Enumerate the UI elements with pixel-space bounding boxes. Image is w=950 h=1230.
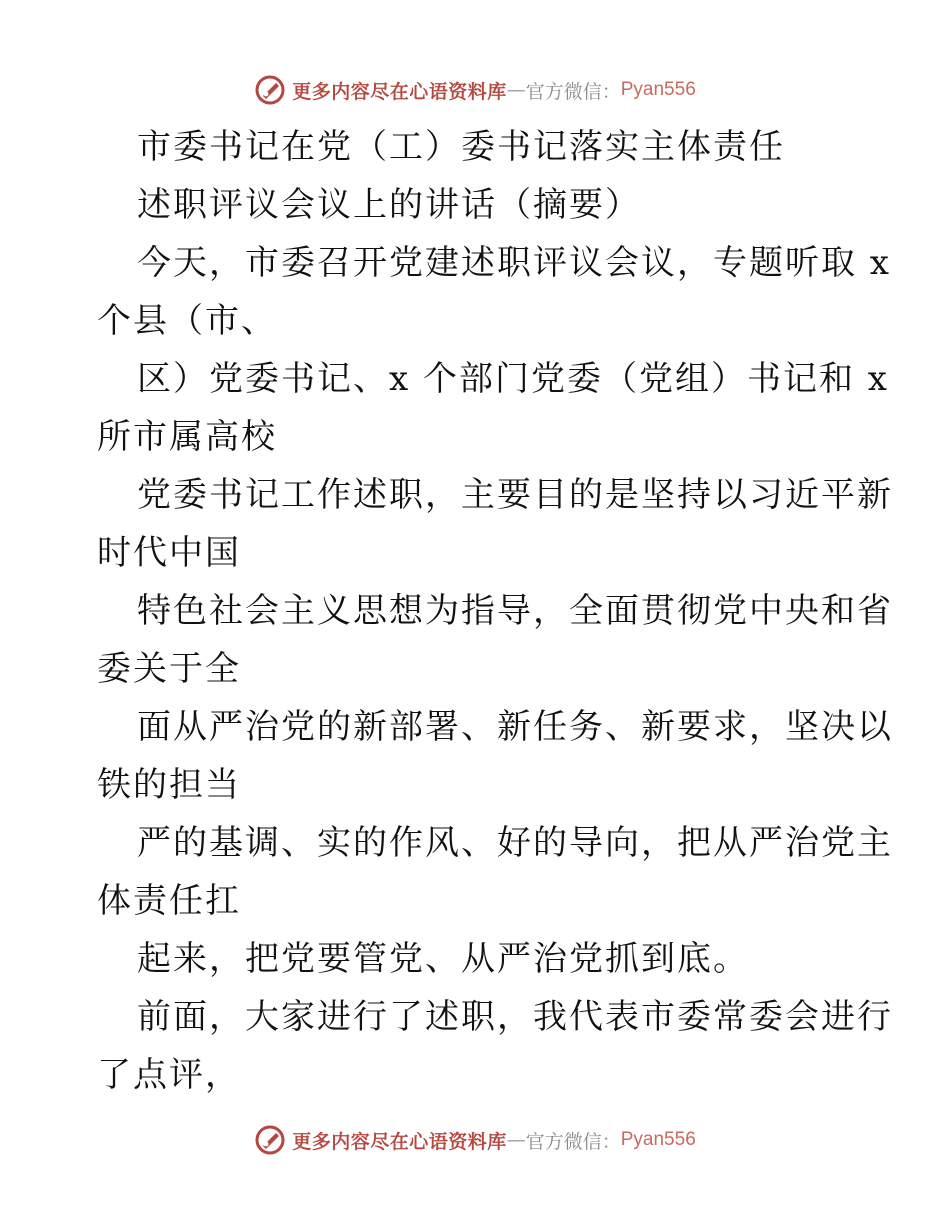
banner-text: 更多内容尽在心语资料库 (292, 1130, 507, 1153)
doc-line: 时代中国 (97, 533, 241, 573)
brand-logo-icon (254, 1124, 286, 1156)
doc-line: 了点评， (97, 1055, 241, 1095)
doc-line: 述职评议会议上的讲话（摘要） (137, 185, 641, 225)
banner-separator: — (506, 79, 526, 101)
doc-line: 市委书记在党（工）委书记落实主体责任 (137, 127, 785, 167)
brand-logo-icon (254, 74, 286, 106)
document-body (97, 118, 893, 1104)
doc-line: 党委书记工作述职，主要目的是坚持以习近平新 (137, 475, 893, 515)
banner-id: Pyan556 (620, 1129, 696, 1150)
doc-line: 所市属高校 (97, 417, 277, 457)
doc-line: 区）党委书记、x 个部门党委（党组）书记和 x (137, 359, 889, 399)
banner-id: Pyan556 (620, 79, 696, 100)
doc-line: 今天，市委召开党建述职评议会议，专题听取 x (137, 243, 891, 283)
banner-separator: — (506, 1129, 526, 1151)
banner-label: 官方微信： (525, 1130, 621, 1153)
doc-line: 严的基调、实的作风、好的导向，把从严治党主 (137, 823, 893, 863)
header-banner (0, 70, 950, 110)
banner-label: 官方微信： (525, 80, 621, 103)
doc-line: 面从严治党的新部署、新任务、新要求，坚决以 (137, 707, 893, 747)
doc-line: 前面，大家进行了述职，我代表市委常委会进行 (137, 997, 893, 1037)
doc-line: 起来，把党要管党、从严治党抓到底。 (137, 939, 749, 979)
doc-line: 特色社会主义思想为指导，全面贯彻党中央和省 (137, 591, 893, 631)
doc-line: 体责任扛 (97, 881, 241, 921)
doc-line: 个县（市、 (97, 301, 277, 341)
doc-line: 铁的担当 (97, 765, 241, 805)
banner-text: 更多内容尽在心语资料库 (292, 80, 507, 103)
footer-banner (0, 1120, 950, 1160)
doc-line: 委关于全 (97, 649, 241, 689)
